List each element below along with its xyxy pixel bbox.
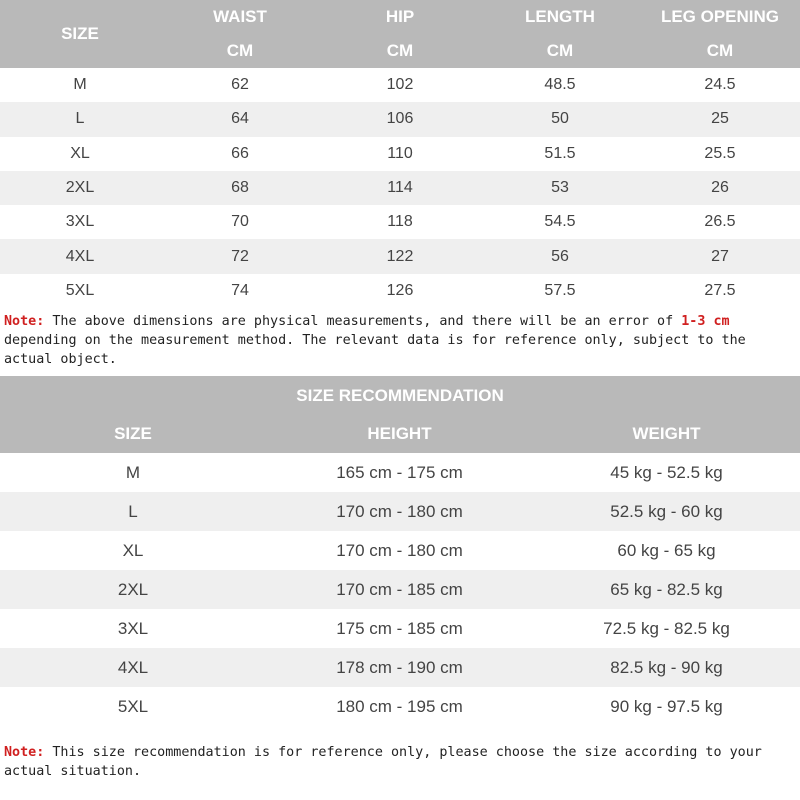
cell-length: 57.5: [544, 281, 576, 299]
cell-size: 4XL: [0, 239, 160, 273]
recommendation-note: [4, 743, 798, 781]
cell-weight: 60 kg - 65 kg: [617, 540, 716, 560]
cell-hip: 122: [320, 239, 480, 273]
cell-leg-opening: 24.5: [704, 76, 736, 94]
cell-length: 48.5: [544, 76, 576, 94]
note-text-after: depending on the measurement method. The relevant data is for reference only, subject to the actual object.: [4, 333, 746, 367]
recommendation-title: SIZE RECOMMENDATION: [0, 376, 800, 415]
recommendation-header-row: [0, 415, 800, 453]
cell-waist: 64: [160, 102, 320, 136]
header-leg-opening: LEG OPENING: [640, 0, 800, 34]
cell-size: 3XL: [65, 213, 95, 231]
cell-length: 54.5: [544, 213, 576, 231]
cell-length: 50: [480, 102, 640, 136]
table-row: [0, 648, 800, 687]
cell-size: 2XL: [0, 171, 160, 205]
table-row: [0, 137, 800, 171]
table-row: [0, 453, 800, 492]
cell-height: 180 cm - 195 cm: [336, 696, 463, 716]
cell-leg-opening: 26: [640, 171, 800, 205]
note-text: This size recommendation is for reference only, please choose the size according to your actual situation.: [4, 745, 762, 779]
cell-hip: 126: [386, 281, 414, 299]
cell-leg-opening: 26.5: [704, 213, 736, 231]
cell-size: M: [73, 76, 87, 94]
measurement-note: [4, 312, 798, 369]
table-row: [0, 239, 800, 273]
header-length: LENGTH: [480, 0, 640, 34]
unit-length: CM: [480, 34, 640, 68]
cell-weight: 72.5 kg - 82.5 kg: [603, 618, 730, 638]
table-row: [0, 609, 800, 648]
cell-hip: 106: [320, 102, 480, 136]
cell-size: XL: [70, 144, 90, 162]
cell-size: L: [0, 492, 266, 531]
size-chart-table: [0, 0, 800, 308]
cell-size: L: [0, 102, 160, 136]
header-size: SIZE: [0, 415, 266, 453]
cell-waist: 62: [231, 76, 249, 94]
note-label: Note:: [4, 314, 45, 329]
cell-size: 3XL: [117, 618, 149, 638]
cell-waist: 66: [231, 144, 249, 162]
size-chart-header-row: [0, 0, 800, 34]
table-row: [0, 102, 800, 136]
header-waist: WAIST: [160, 0, 320, 34]
cell-leg-opening: 27: [640, 239, 800, 273]
header-height: HEIGHT: [266, 415, 533, 453]
cell-length: 53: [480, 171, 640, 205]
cell-height: 178 cm - 190 cm: [266, 648, 533, 687]
cell-height: 175 cm - 185 cm: [336, 618, 463, 638]
cell-size: 2XL: [0, 570, 266, 609]
cell-hip: 114: [320, 171, 480, 205]
cell-waist: 70: [231, 213, 249, 231]
table-row: [0, 531, 800, 570]
table-row: [0, 274, 800, 308]
size-recommendation-table: [0, 376, 800, 726]
cell-waist: 72: [160, 239, 320, 273]
table-row: [0, 68, 800, 102]
cell-leg-opening: 27.5: [704, 281, 736, 299]
header-hip: HIP: [320, 0, 480, 34]
cell-weight: 52.5 kg - 60 kg: [533, 492, 800, 531]
cell-size: XL: [122, 540, 144, 560]
cell-leg-opening: 25.5: [704, 144, 736, 162]
note-text-before: The above dimensions are physical measurements, and there will be an error of: [44, 314, 682, 329]
cell-size: 5XL: [117, 696, 149, 716]
unit-leg-opening: CM: [640, 34, 800, 68]
unit-waist: CM: [160, 34, 320, 68]
note-label: Note:: [4, 745, 45, 760]
cell-waist: 68: [160, 171, 320, 205]
cell-height: 170 cm - 185 cm: [266, 570, 533, 609]
table-row: [0, 171, 800, 205]
cell-leg-opening: 25: [640, 102, 800, 136]
note-error-range: 1-3 cm: [681, 314, 730, 329]
cell-waist: 74: [231, 281, 249, 299]
cell-weight: 82.5 kg - 90 kg: [533, 648, 800, 687]
cell-hip: 110: [387, 144, 413, 162]
cell-weight: 65 kg - 82.5 kg: [533, 570, 800, 609]
cell-hip: 102: [386, 76, 414, 94]
cell-size: 4XL: [0, 648, 266, 687]
recommendation-title-row: [0, 376, 800, 415]
cell-size: M: [125, 462, 141, 482]
cell-hip: 118: [387, 213, 413, 231]
cell-size: 5XL: [65, 281, 95, 299]
header-size: SIZE: [0, 0, 160, 68]
table-row: [0, 492, 800, 531]
cell-height: 165 cm - 175 cm: [336, 462, 463, 482]
table-row: [0, 205, 800, 239]
cell-height: 170 cm - 180 cm: [336, 540, 463, 560]
unit-hip: CM: [320, 34, 480, 68]
cell-weight: 45 kg - 52.5 kg: [610, 462, 723, 482]
table-row: [0, 687, 800, 726]
cell-length: 56: [480, 239, 640, 273]
header-weight: WEIGHT: [533, 415, 800, 453]
table-row: [0, 570, 800, 609]
cell-height: 170 cm - 180 cm: [266, 492, 533, 531]
cell-length: 51.5: [544, 144, 576, 162]
cell-weight: 90 kg - 97.5 kg: [610, 696, 723, 716]
